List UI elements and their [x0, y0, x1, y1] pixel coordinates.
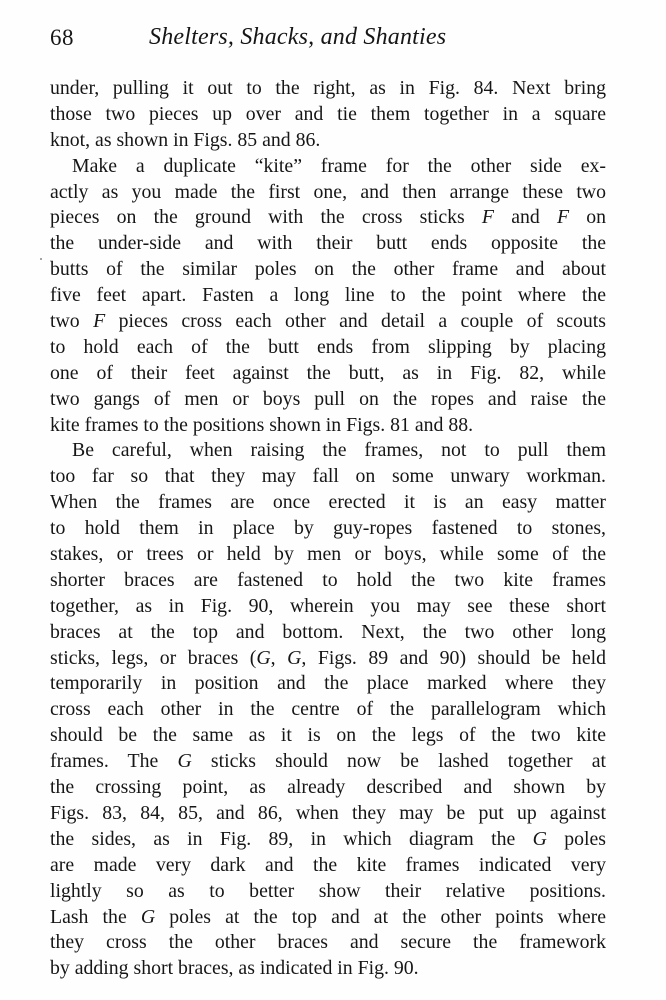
italic-label: G: [287, 646, 302, 669]
page-header: [50, 22, 610, 56]
text-line: stakes, or trees or held by men or boys, while some of the: [50, 543, 606, 566]
text-line: actly as you made the first one, and then arrange these two: [50, 180, 606, 203]
text-line: Be careful, when raising the frames, not to pull them: [72, 439, 606, 462]
text-line: under, pulling it out to the right, as in Fig. 84. Next bring: [50, 77, 606, 99]
text-line: temporarily in position and the place marked where they: [50, 672, 606, 695]
italic-label: G: [256, 646, 271, 669]
text-line: the under-side and with their butt ends opposite the: [50, 232, 606, 255]
text-line: shorter braces are fastened to hold the two kite frames: [50, 568, 606, 591]
italic-label: F: [556, 206, 570, 229]
text-line: together, as in Fig. 90, wherein you may see these short: [50, 594, 606, 617]
text-line: by adding short braces, as indicated in Fig. 90.: [50, 957, 419, 980]
text-line: knot, as shown in Figs. 85 and 86.: [50, 128, 321, 151]
italic-label: G: [140, 905, 156, 928]
text-line: to hold them in place by guy-ropes fastened to stones,: [50, 517, 606, 540]
body-text: [50, 76, 606, 982]
text-line: Figs. 83, 84, 85, and 86, when they may be put up against: [50, 801, 606, 824]
text-line: too far so that they may fall on some unwary workman.: [50, 465, 606, 488]
running-title: Shelters, Shacks, and Shanties: [149, 24, 447, 50]
text-line: Make a duplicate “kite” frame for the other side ex-: [72, 154, 606, 177]
text-line: the crossing point, as already described and shown by: [50, 776, 606, 799]
print-speck: [40, 258, 42, 260]
italic-label: F: [93, 310, 106, 333]
text-line: kite frames to the positions shown in Figs. 81 and 88.: [50, 413, 474, 436]
text-line: two F pieces cross each other and detail a couple of scouts: [50, 310, 607, 333]
text-line: to hold each of the butt ends from slipping by placing: [50, 335, 606, 358]
page-number: 68: [50, 25, 74, 50]
text-line: are made very dark and the kite frames indicated very: [50, 853, 606, 876]
text-line: lightly so as to better show their relative positions.: [50, 879, 606, 902]
text-line: frames. The G sticks should now be lashed together at: [50, 750, 606, 773]
text-line: five feet apart. Fasten a long line to the point where the: [50, 284, 606, 307]
italic-label: F: [481, 206, 495, 229]
text-line: pieces on the ground with the cross sticks F and F on: [50, 206, 607, 229]
italic-label: G: [177, 750, 192, 773]
text-line: two gangs of men or boys pull on the ropes and raise the: [50, 387, 606, 410]
text-line: they cross the other braces and secure the framework: [50, 931, 606, 954]
text-line: one of their feet against the butt, as in Fig. 82, while: [50, 361, 606, 384]
text-line: braces at the top and bottom. Next, the two other long: [50, 620, 606, 643]
text-line: butts of the similar poles on the other frame and about: [50, 258, 606, 281]
text-line: should be the same as it is on the legs of the two kite: [50, 724, 606, 747]
text-line: the sides, as in Fig. 89, in which diagram the G poles: [50, 827, 606, 850]
text-line: those two pieces up over and tie them together in a square: [50, 102, 606, 125]
text-line: cross each other in the centre of the parallelogram which: [50, 698, 606, 721]
italic-label: G: [532, 827, 547, 850]
text-line: sticks, legs, or braces (G, G, Figs. 89 and 90) should be held: [50, 646, 606, 669]
text-line: When the frames are once erected it is an easy matter: [50, 491, 606, 514]
text-line: Lash the G poles at the top and at the other points where: [50, 905, 607, 928]
